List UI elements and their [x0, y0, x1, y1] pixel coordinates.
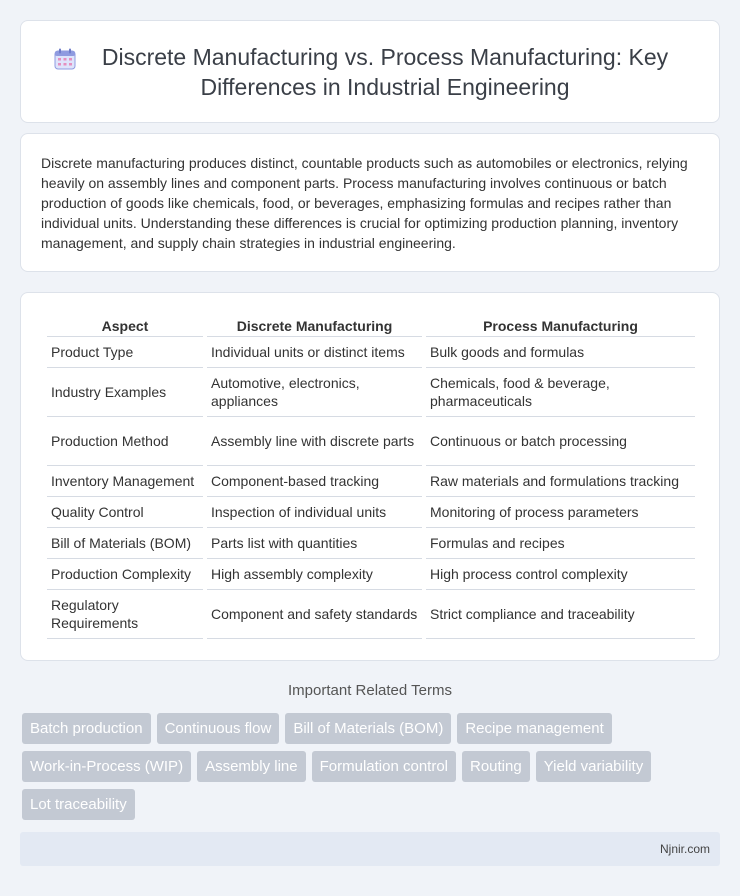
table-cell: Continuous or batch processing — [426, 417, 695, 466]
tag-yield-variability[interactable]: Yield variability — [536, 751, 652, 782]
table-cell: Inventory Management — [47, 466, 203, 497]
table-cell: Bulk goods and formulas — [426, 337, 695, 368]
tag-assembly-line[interactable]: Assembly line — [197, 751, 306, 782]
table-row — [47, 466, 695, 497]
table-header-row — [47, 315, 695, 337]
table-cell: High process control complexity — [426, 559, 695, 590]
table-row — [47, 417, 695, 466]
footer-site[interactable]: Njnir.com — [659, 842, 710, 856]
table-cell: Chemicals, food & beverage, pharmaceuticals — [426, 368, 695, 417]
page-title: Discrete Manufacturing vs. Process Manufacturing: Key Differences in Industrial Engineering — [101, 43, 669, 100]
tag-recipe-management[interactable]: Recipe management — [457, 713, 611, 744]
table-cell: Raw materials and formulations tracking — [426, 466, 695, 497]
table-cell: Monitoring of process parameters — [426, 497, 695, 528]
title-card — [20, 20, 720, 123]
table-cell: Regulatory Requirements — [47, 590, 203, 639]
column-header-process: Process Manufacturing — [426, 315, 695, 337]
table-cell: Bill of Materials (BOM) — [47, 528, 203, 559]
tag-work-in-process[interactable]: Work-in-Process (WIP) — [22, 751, 191, 782]
intro-card — [20, 133, 720, 272]
table-cell: Production Method — [47, 417, 203, 466]
column-header-aspect: Aspect — [47, 315, 203, 337]
table-cell: Quality Control — [47, 497, 203, 528]
table-row — [47, 368, 695, 417]
table-cell: Product Type — [47, 337, 203, 368]
table-cell: Formulas and recipes — [426, 528, 695, 559]
table-cell: Automotive, electronics, appliances — [207, 368, 422, 417]
tag-routing[interactable]: Routing — [462, 751, 530, 782]
table-row — [47, 559, 695, 590]
column-header-discrete: Discrete Manufacturing — [207, 315, 422, 337]
comparison-table — [43, 315, 699, 639]
table-cell: Production Complexity — [47, 559, 203, 590]
tag-formulation-control[interactable]: Formulation control — [312, 751, 456, 782]
table-cell: High assembly complexity — [207, 559, 422, 590]
table-row — [47, 528, 695, 559]
table-cell: Strict compliance and traceability — [426, 590, 695, 639]
related-terms-heading: Important Related Terms — [288, 682, 452, 699]
table-cell: Industry Examples — [47, 368, 203, 417]
table-cell: Individual units or distinct items — [207, 337, 422, 368]
table-cell: Inspection of individual units — [207, 497, 422, 528]
tag-batch-production[interactable]: Batch production — [22, 713, 151, 744]
table-cell: Component and safety standards — [207, 590, 422, 639]
tag-lot-traceability[interactable]: Lot traceability — [22, 789, 135, 820]
intro-paragraph: Discrete manufacturing produces distinct, countable products such as automobiles or electronics, relying heavily on assembly lines and component parts. Process manufacturing involves continuous or batch production of goods like chemicals, food, or beverages, emphasizing formulas and recipes rather than individual units. Understanding these differences is crucial for optimizing production planning, inventory management, and supply chain strategies in industrial engineering. — [41, 155, 688, 251]
tag-bill-of-materials[interactable]: Bill of Materials (BOM) — [285, 713, 451, 744]
table-row — [47, 337, 695, 368]
tag-continuous-flow[interactable]: Continuous flow — [157, 713, 280, 744]
footer — [20, 832, 720, 866]
related-terms-list — [22, 713, 702, 820]
table-cell: Component-based tracking — [207, 466, 422, 497]
table-cell: Parts list with quantities — [207, 528, 422, 559]
comparison-card — [20, 292, 720, 661]
table-row — [47, 590, 695, 639]
table-row — [47, 497, 695, 528]
table-cell: Assembly line with discrete parts — [207, 417, 422, 466]
